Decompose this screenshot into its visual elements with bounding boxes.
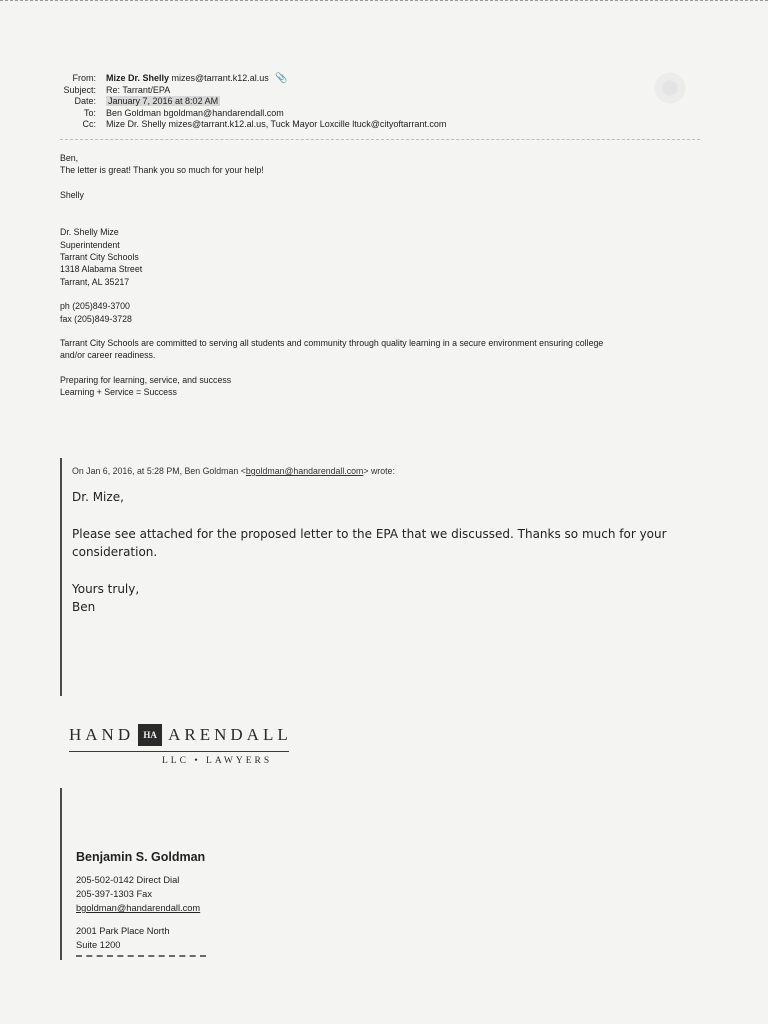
signoff: Shelly	[60, 189, 84, 200]
quote-name: Ben	[72, 600, 96, 614]
email-header	[0, 73, 700, 131]
logo-right-word: ARENDALL	[168, 725, 292, 744]
subject-row	[0, 85, 700, 97]
scan-stamp-mark	[652, 70, 688, 106]
signature-name: Benjamin S. Goldman	[76, 850, 206, 864]
from-row	[0, 73, 700, 85]
signature-quote-bar	[60, 788, 62, 960]
subject-label: Subject:	[63, 84, 96, 95]
signature-fax: 205-397-1303 Fax	[76, 889, 152, 899]
quote-closing: Yours truly,	[72, 581, 140, 596]
sig-title: Superintendent	[60, 239, 120, 250]
reply-line: The letter is great! Thank you so much for your help!	[60, 165, 264, 176]
sig-name: Dr. Shelly Mize	[60, 227, 119, 238]
quote-header: On Jan 6, 2016, at 5:28 PM, Ben Goldman <bgoldman@handarendall.com> wrote:	[72, 466, 395, 476]
date-label: Date:	[74, 96, 96, 106]
cc-row	[0, 119, 700, 131]
cutoff-text-fragment	[76, 955, 206, 962]
date-value: January 7, 2016 at 8:02 AM	[108, 96, 219, 106]
scan-edge	[0, 0, 768, 7]
to-value[interactable]: Ben Goldman bgoldman@handarendall.com	[106, 107, 284, 118]
quote-paragraph: Please see attached for the proposed letter to the EPA that we discussed. Thanks so much for your consideration.	[72, 526, 667, 559]
quote-salutation: Dr. Mize,	[72, 490, 124, 504]
signature-address-2: Suite 1200	[76, 940, 121, 950]
to-label: To:	[83, 107, 96, 118]
date-row	[0, 96, 700, 108]
cc-value[interactable]: Mize Dr. Shelly mizes@tarrant.k12.al.us, Tuck Mayor Loxcille ltuck@cityoftarrant.com	[106, 119, 447, 129]
paperclip-icon: 📎	[275, 73, 288, 84]
logo-left-word: HAND	[69, 725, 135, 744]
logo-subtitle: LLC • LAWYERS	[162, 756, 273, 766]
signature-address-1: 2001 Park Place North	[76, 926, 170, 936]
logo-rule	[69, 751, 289, 752]
signature-email-link[interactable]: bgoldman@handarendall.com	[76, 903, 201, 913]
reply-body	[60, 152, 700, 399]
sig-street: 1318 Alabama Street	[60, 264, 143, 275]
sig-fax: fax (205)849-3728	[60, 313, 132, 324]
from-email[interactable]: mizes@tarrant.k12.al.us	[171, 73, 269, 83]
logo-monogram-icon: HA	[138, 724, 162, 746]
signature-direct-dial: 205-502-0142 Direct Dial	[76, 875, 180, 885]
mission-line-2: and/or career readiness.	[60, 350, 156, 361]
from-name: Mize Dr. Shelly	[106, 73, 170, 83]
motto-line-1: Preparing for learning, service, and success	[60, 374, 232, 385]
quote-body	[72, 488, 682, 617]
firm-logo	[69, 724, 299, 766]
motto-line-2: Learning + Service = Success	[60, 387, 177, 398]
greeting: Ben,	[60, 153, 79, 163]
quoted-message	[60, 458, 682, 696]
mission-line-1: Tarrant City Schools are committed to serving all students and community through quality learning in a secure environment ensuring college	[60, 338, 604, 349]
quote-email-link[interactable]: bgoldman@handarendall.com	[245, 466, 364, 476]
header-divider	[60, 139, 700, 140]
sig-phone: ph (205)849-3700	[60, 301, 130, 312]
sig-city: Tarrant, AL 35217	[60, 276, 130, 287]
to-row	[0, 108, 700, 120]
subject-value: Re: Tarrant/EPA	[106, 84, 171, 95]
from-label: From:	[72, 73, 96, 83]
cc-label: Cc:	[82, 119, 96, 129]
sig-org: Tarrant City Schools	[60, 252, 139, 263]
